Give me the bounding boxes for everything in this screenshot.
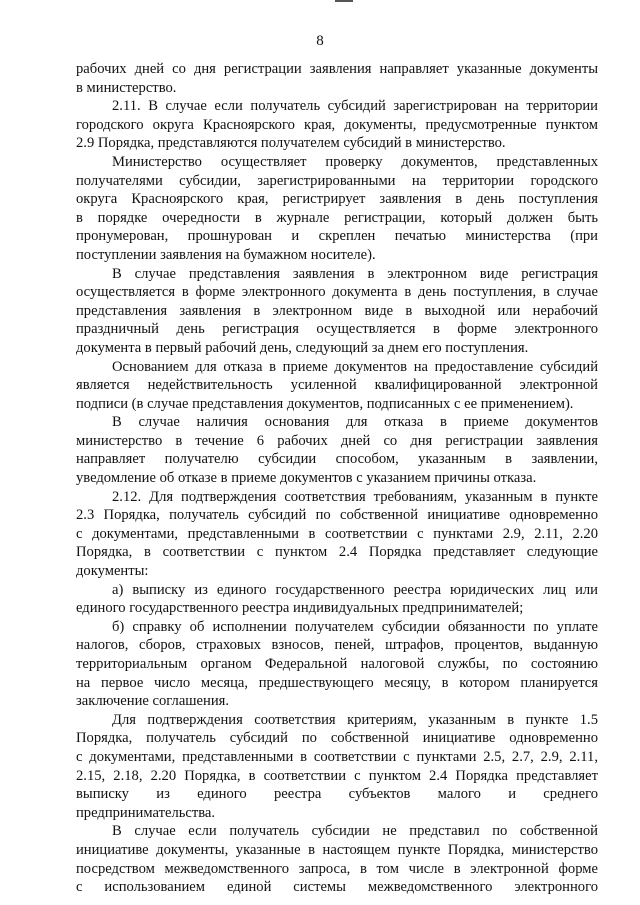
page-top-mark: [335, 0, 353, 2]
text-line: с использованием единой системы межведомственного электронного: [76, 879, 598, 896]
text-line: Для подтверждения соответствия критериям, указанным в пункте 1.5: [112, 711, 598, 728]
text-line: единого государственного реестра индивидуальных предпринимателей;: [76, 600, 524, 617]
text-line: территориальным органом Федеральной налоговой службы, по состоянию: [76, 656, 598, 672]
text-line: В случае представления заявления в электронном виде регистрация: [112, 265, 598, 282]
text-line: Порядка, в соответствии с пунктом 2.4 Порядка представляет следующие: [76, 544, 598, 561]
text-line: поступлении заявления на бумажном носителе).: [76, 246, 376, 263]
text-line: с документами, представленными в соответствии с пунктами 2.9, 2.11, 2.20: [76, 525, 598, 542]
page-number: 8: [316, 33, 324, 49]
text-line: 2.15, 2.18, 2.20 Порядка, в соответствии с пунктом 2.4 Порядка представляет: [76, 767, 598, 784]
text-line: выписку из единого реестра субъектов малого и среднего: [76, 786, 598, 803]
text-line: документа в первый рабочий день, следующий за днем его поступления.: [76, 339, 529, 356]
text-line: является недействительность усиленной квалифицированной электронной: [76, 377, 598, 394]
text-line: осуществляется в форме электронного документа в день поступления, в случае: [76, 284, 598, 301]
text-line: Порядка, получатель субсидий по собственной инициативе одновременно: [76, 730, 598, 747]
text-line: 2.12. Для подтверждения соответствия требованиям, указанным в пункте: [112, 488, 598, 505]
text-line: а) выписку из единого государственного реестра юридических лиц или: [112, 581, 598, 598]
text-line: министерство в течение 6 рабочих дней со дня регистрации заявления: [76, 432, 598, 449]
text-line: получателями субсидии, зарегистрированными на территории городского: [76, 172, 598, 189]
text-line: в министерство.: [76, 79, 177, 96]
text-line: представления заявления в электронном виде в выходной или нерабочий: [76, 302, 598, 319]
text-line: городского округа Красноярского края, документы, предусмотренные пунктом: [76, 116, 598, 133]
text-line: подписи (в случае представления документов, подписанных с ее применением).: [76, 395, 574, 412]
text-line: в порядке очередности в журнале регистрации, который должен быть: [76, 209, 598, 226]
text-line: праздничный день регистрация осуществляется в форме электронного: [76, 321, 598, 338]
text-line: на первое число месяца, предшествующего месяцу, в котором планируется: [76, 674, 598, 691]
text-line: В случае наличия основания для отказа в приеме документов: [112, 414, 598, 431]
text-line: налогов, сборов, страховых взносов, пеней, штрафов, процентов, выданную: [76, 637, 598, 654]
text-line: рабочих дней со дня регистрации заявления направляет указанные документы: [76, 61, 598, 77]
text-line: уведомление об отказе в приеме документов с указанием причины отказа.: [76, 470, 537, 487]
text-line: направляет получателю субсидии способом, указанным в заявлении,: [76, 451, 598, 468]
text-line: округа Красноярского края, регистрирует заявления в день поступления: [76, 191, 598, 208]
text-line: предпринимательства.: [76, 804, 216, 821]
text-line: документы:: [76, 563, 149, 580]
text-line: пронумерован, прошнурован и скреплен печатью министерства (при: [76, 228, 598, 245]
text-line: заключение соглашения.: [76, 693, 229, 710]
document-body: [76, 60, 598, 897]
text-line: б) справку об исполнении получателем субсидии обязанности по уплате: [112, 618, 598, 635]
text-line: 2.3 Порядка, получатель субсидий по собственной инициативе одновременно: [76, 507, 598, 524]
text-line: посредством межведомственного запроса, в том числе в электронной форме: [76, 860, 598, 877]
text-line: 2.9 Порядка, представляются получателем субсидий в министерство.: [76, 135, 506, 152]
text-line: В случае если получатель субсидии не представил по собственной: [112, 823, 598, 840]
text-line: Министерство осуществляет проверку документов, представленных: [112, 153, 598, 170]
text-line: инициативе документы, указанные в настоящем пункте Порядка, министерство: [76, 841, 598, 858]
text-line: с документами, представленными в соответствии с пунктами 2.5, 2.7, 2.9, 2.11,: [76, 748, 598, 765]
text-line: Основанием для отказа в приеме документов на предоставление субсидий: [112, 358, 598, 375]
text-line: 2.11. В случае если получатель субсидий зарегистрирован на территории: [112, 98, 598, 115]
